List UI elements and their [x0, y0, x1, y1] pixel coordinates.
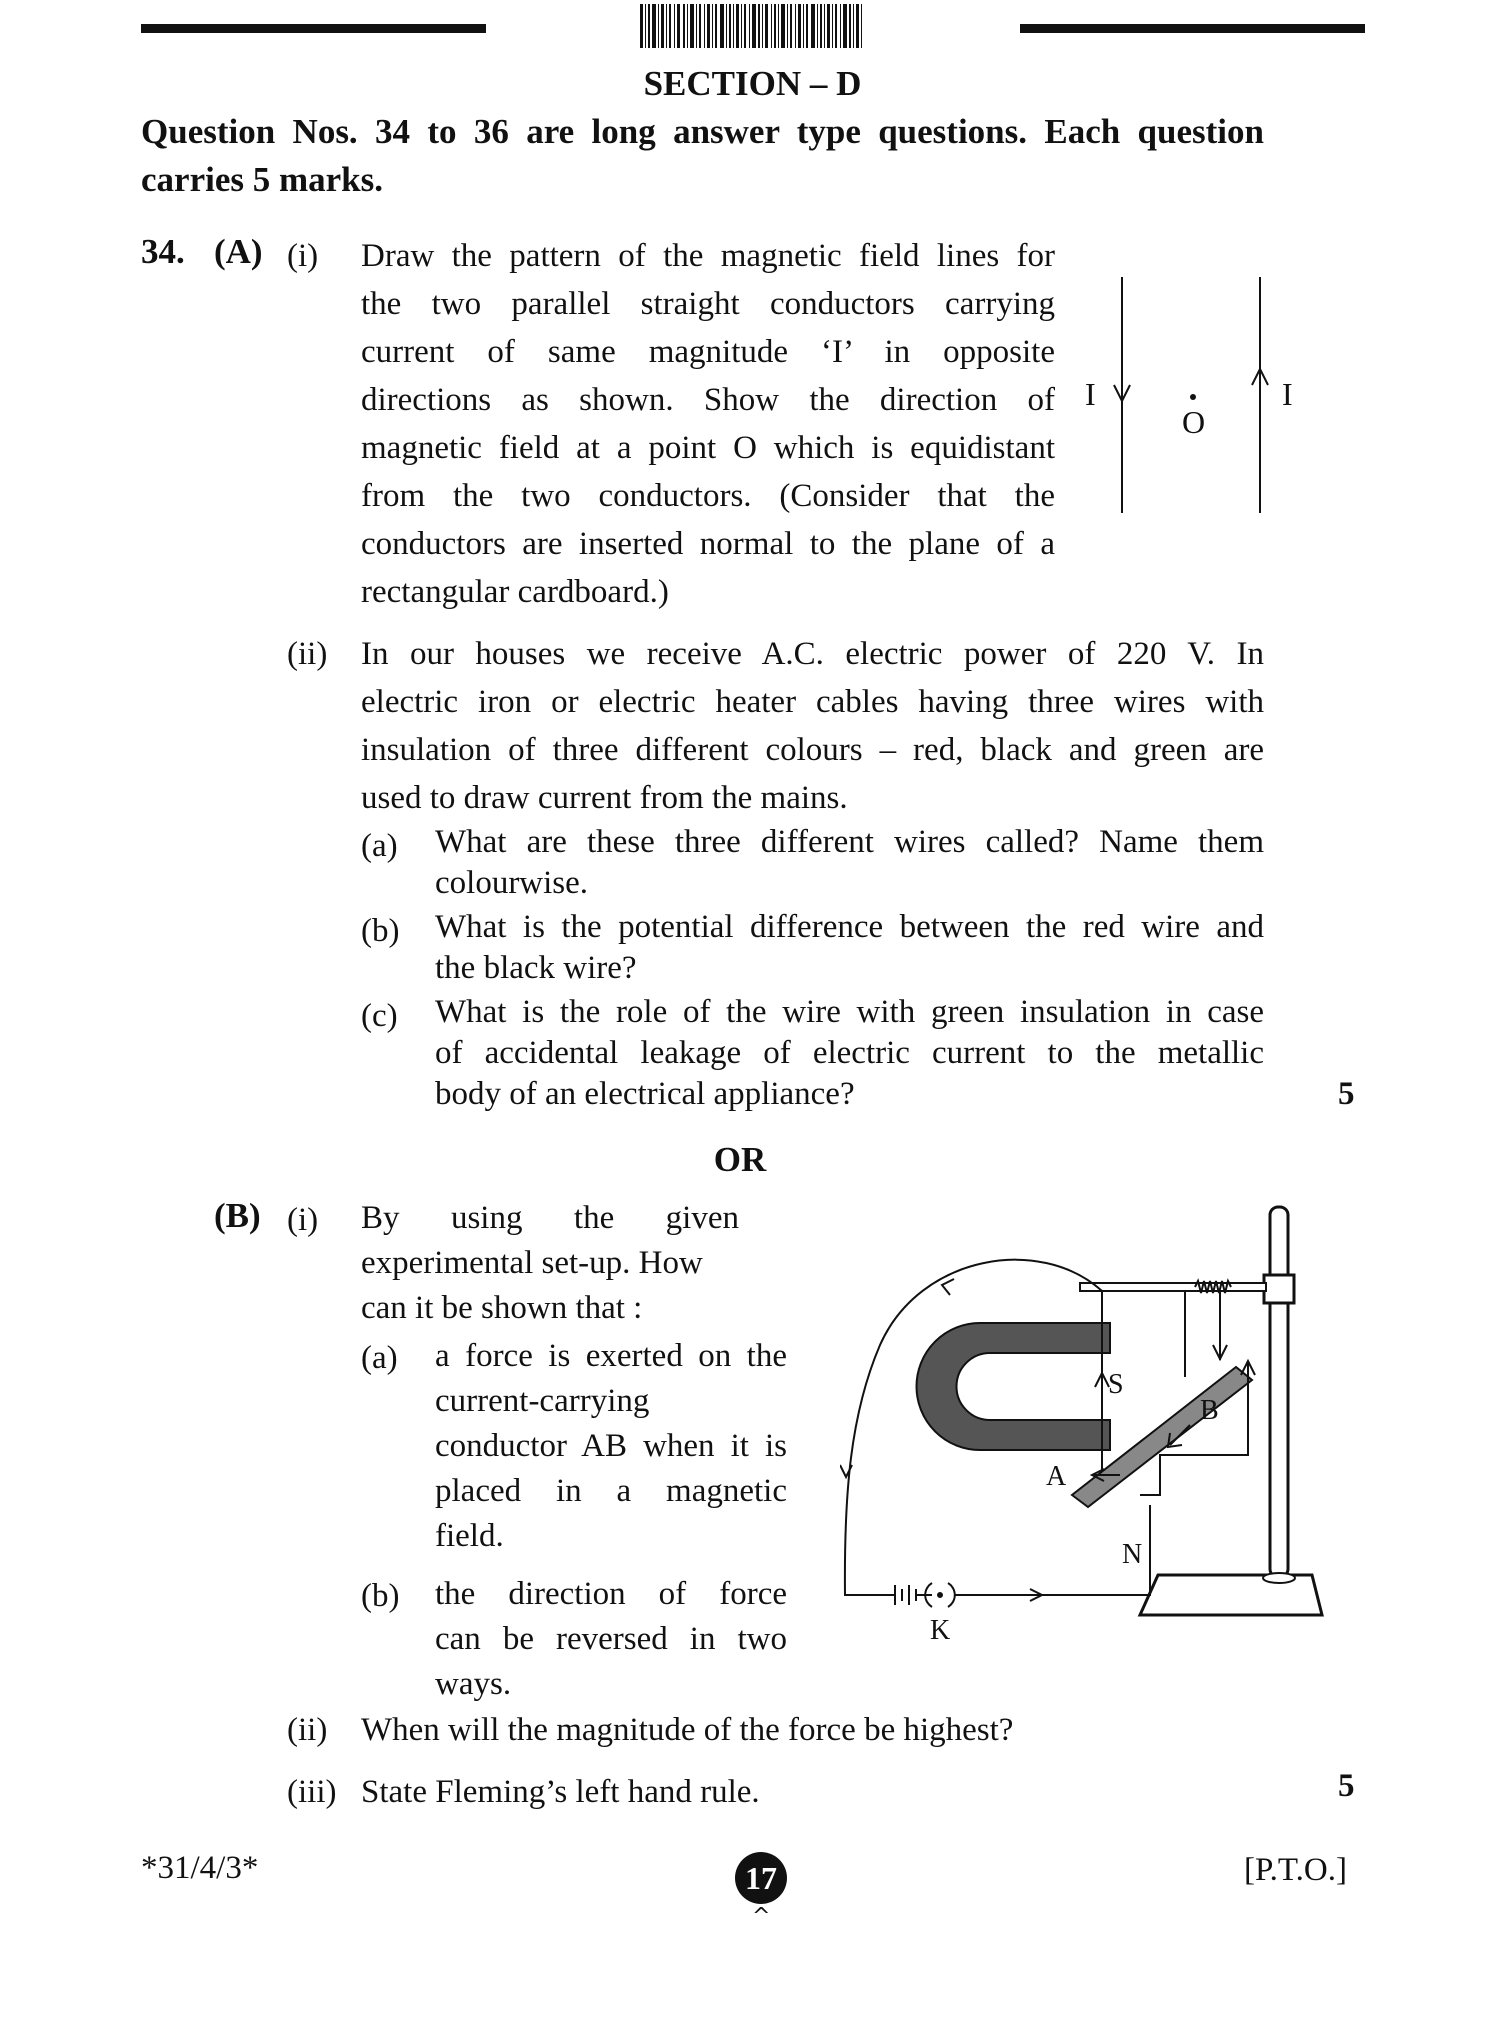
part-a-label: (A): [214, 232, 263, 271]
clamp: [1264, 1275, 1294, 1303]
question-number: 34.: [141, 232, 185, 271]
text-line: can be reversed in two: [435, 1621, 787, 1657]
part-a-i-label: (i): [287, 238, 319, 274]
label-n: N: [1122, 1539, 1143, 1570]
rod-foot: [1263, 1573, 1295, 1583]
arrow-circuit-top: [942, 1279, 954, 1295]
part-a-ii-a-text: [435, 822, 1264, 904]
text-line: directions as shown. Show the direction of: [361, 382, 1055, 418]
part-a-ii-b-label: (b): [361, 913, 400, 949]
text-line: colourwise.: [435, 865, 589, 901]
pto-label: [P.T.O.]: [1244, 1852, 1347, 1888]
or-label: OR: [713, 1140, 767, 1179]
text-line: rectangular cardboard.): [361, 574, 669, 610]
label-s: S: [1108, 1369, 1124, 1400]
part-b-ii-label: (ii): [287, 1712, 328, 1748]
circuit-wire-up: [1150, 1455, 1250, 1515]
text-line: from the two conductors. (Consider that the: [361, 478, 1055, 514]
part-b-i-text: [361, 1196, 739, 1331]
text-line: Draw the pattern of the magnetic field lines for: [361, 238, 1055, 274]
text-line: current of same magnitude ‘I’ in opposite: [361, 334, 1055, 370]
horseshoe-magnet: [917, 1323, 1111, 1450]
part-a-ii-a-label: (a): [361, 828, 398, 864]
point-o-dot: [1190, 394, 1196, 400]
text-line: insulation of three different colours – red, black and green are: [361, 732, 1264, 768]
stand-base: [1140, 1575, 1322, 1615]
text-line: can it be shown that :: [361, 1290, 643, 1326]
part-b-i-label: (i): [287, 1202, 319, 1238]
text-line: the two parallel straight conductors carrying: [361, 286, 1055, 322]
section-title: SECTION – D: [643, 64, 862, 103]
top-left-rule: [141, 24, 486, 33]
text-line: current-carrying: [435, 1383, 650, 1419]
label-a: A: [1046, 1461, 1067, 1492]
text-line: a force is exerted on the: [435, 1338, 787, 1374]
part-a-ii-b-text: [435, 907, 1264, 989]
arrow-up-s: [1095, 1373, 1109, 1405]
text-line: of accidental leakage of electric current to the metallic: [435, 1035, 1264, 1071]
text-line: conductors are inserted normal to the plane of a: [361, 526, 1055, 562]
experimental-setup-figure: [840, 1195, 1340, 1675]
label-k: K: [930, 1615, 951, 1646]
part-a-ii-c-label: (c): [361, 998, 398, 1034]
part-b-iii-label: (iii): [287, 1774, 337, 1810]
part-a-i-text: [361, 232, 1055, 616]
text-line: In our houses we receive A.C. electric power of 220 V. In: [361, 636, 1264, 672]
part-b-label: (B): [214, 1196, 261, 1235]
part-b-i-b-label: (b): [361, 1578, 400, 1614]
right-current-label: I: [1282, 376, 1293, 412]
page-number: 17: [735, 1852, 787, 1904]
part-b-i-a-label: (a): [361, 1340, 398, 1376]
text-line: electric iron or electric heater cables having three wires with: [361, 684, 1264, 720]
part-b-ii-text: When will the magnitude of the force be highest?: [361, 1712, 1014, 1748]
caret-mark: ^: [752, 1904, 771, 1929]
part-a-ii-label: (ii): [287, 636, 328, 672]
text-line: placed in a magnetic: [435, 1473, 787, 1509]
part-a-ii-text: [361, 630, 1264, 822]
text-line: body of an electrical appliance?: [435, 1076, 855, 1112]
text-line: experimental set-up. How: [361, 1245, 703, 1281]
part-b-iii-text: State Fleming’s left hand rule.: [361, 1774, 760, 1810]
text-line: the black wire?: [435, 950, 637, 986]
text-line: What are these three different wires called? Name them: [435, 824, 1264, 860]
text-line: By using the given: [361, 1200, 739, 1236]
part-a-ii-c-text: [435, 992, 1264, 1115]
parallel-conductors-figure: [1080, 275, 1310, 515]
instructions-line-2: carries 5 marks.: [141, 160, 384, 199]
part-b-i-a-text: [435, 1334, 787, 1559]
text-line: What is the potential difference between the red wire and: [435, 909, 1264, 945]
text-line: used to draw current from the mains.: [361, 780, 848, 816]
part-b-marks: 5: [1338, 1768, 1355, 1804]
paper-code: *31/4/3*: [141, 1850, 259, 1886]
text-line: magnetic field at a point O which is equidistant: [361, 430, 1055, 466]
stand-rod: [1270, 1207, 1288, 1577]
text-line: conductor AB when it is: [435, 1428, 787, 1464]
text-line: the direction of force: [435, 1576, 787, 1612]
text-line: field.: [435, 1518, 504, 1554]
circuit-wire-bottom: [954, 1505, 1150, 1595]
part-b-i-b-text: [435, 1572, 787, 1707]
left-current-label: I: [1085, 376, 1096, 412]
text-line: What is the role of the wire with green insulation in case: [435, 994, 1264, 1030]
instructions-line-1: Question Nos. 34 to 36 are long answer type questions. Each question: [141, 112, 1264, 151]
part-a-marks: 5: [1338, 1076, 1355, 1112]
label-b: B: [1200, 1395, 1219, 1426]
text-line: ways.: [435, 1666, 512, 1702]
barcode: [640, 4, 865, 48]
top-right-rule: [1020, 24, 1365, 33]
point-o-label: O: [1182, 404, 1206, 440]
support-bar: [1080, 1283, 1266, 1291]
